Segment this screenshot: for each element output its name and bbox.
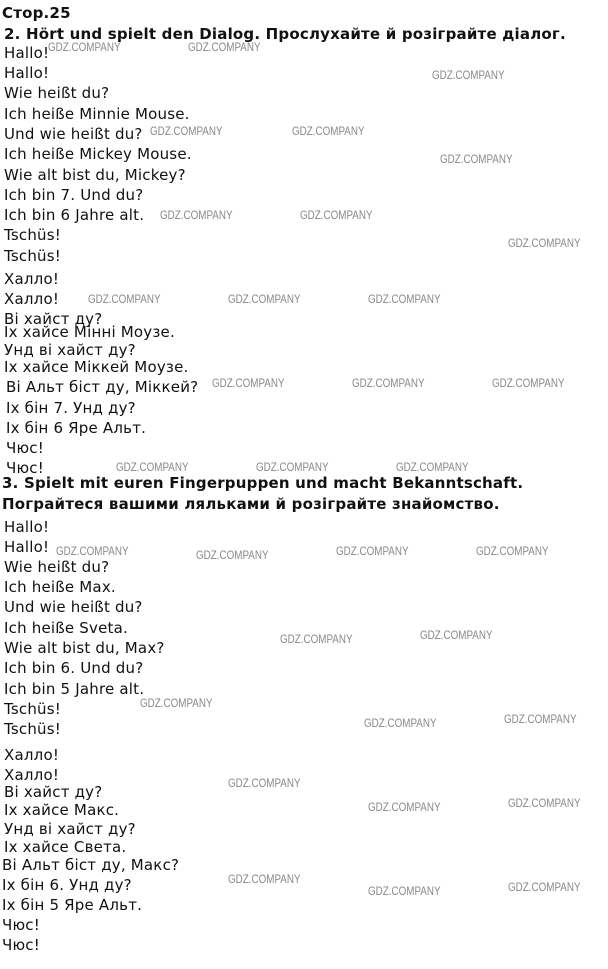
task2-line: Іх хайсе Міккей Моузе.	[4, 358, 189, 376]
task2-line: Ві хайст ду?	[4, 310, 103, 328]
task2-line: Hallo!	[4, 44, 50, 62]
task3-line: Халло!	[4, 766, 60, 784]
task2-line: Hallo!	[4, 64, 50, 82]
watermark: GDZ.COMPANY	[160, 208, 233, 222]
page-label: Стор.25	[2, 4, 71, 22]
watermark: GDZ.COMPANY	[228, 872, 301, 886]
task3-line: Іх хайсе Света.	[4, 838, 127, 856]
watermark: GDZ.COMPANY	[228, 292, 301, 306]
task3-line: Wie alt bist du, Max?	[4, 639, 165, 657]
task3-line: Іх бін 6. Унд ду?	[2, 876, 132, 894]
task2-line: Tschüs!	[4, 247, 61, 265]
task2-line: Ich heiße Minnie Mouse.	[4, 105, 190, 123]
watermark: GDZ.COMPANY	[364, 716, 437, 730]
watermark: GDZ.COMPANY	[188, 40, 261, 54]
task3-line: Ich bin 6. Und du?	[4, 659, 144, 677]
task2-line: Ich heiße Mickey Mouse.	[4, 145, 192, 163]
watermark: GDZ.COMPANY	[88, 292, 161, 306]
watermark: GDZ.COMPANY	[48, 40, 121, 54]
task3-line: Ві хайст ду?	[4, 783, 103, 801]
task2-line: Іх хайсе Мінні Моузе.	[4, 323, 175, 341]
task2-line: Іх бін 7. Унд ду?	[6, 399, 136, 417]
watermark: GDZ.COMPANY	[140, 696, 213, 710]
watermark: GDZ.COMPANY	[508, 880, 581, 894]
watermark: GDZ.COMPANY	[504, 712, 577, 726]
task3-line: Ich heiße Max.	[4, 578, 116, 596]
task2-line: Чюс!	[6, 459, 44, 477]
task2-title: 2. Hört und spielt den Dialog. Прослухайте й розіграйте діалог.	[4, 25, 566, 43]
watermark: GDZ.COMPANY	[368, 292, 441, 306]
task3-title-german: 3. Spielt mit euren Fingerpuppen und macht Bekanntschaft.	[2, 474, 524, 492]
task2-line: Халло!	[4, 270, 60, 288]
watermark: GDZ.COMPANY	[368, 884, 441, 898]
task3-line: Чюс!	[2, 916, 40, 934]
task3-line: Ich bin 5 Jahre alt.	[4, 680, 145, 698]
task3-line: Ich heiße Sveta.	[4, 619, 128, 637]
task3-line: Wie heißt du?	[4, 558, 110, 576]
task2-line: Und wie heißt du?	[4, 125, 143, 143]
task2-line: Іх бін 6 Яре Альт.	[6, 419, 147, 437]
watermark: GDZ.COMPANY	[432, 68, 505, 82]
task2-line: Халло!	[4, 290, 60, 308]
watermark: GDZ.COMPANY	[420, 628, 493, 642]
task2-line: Wie alt bist du, Mickey?	[4, 166, 186, 184]
watermark: GDZ.COMPANY	[336, 544, 409, 558]
task2-line: Tschüs!	[4, 226, 61, 244]
task3-line: Ві Альт біст ду, Макс?	[2, 856, 180, 874]
watermark: GDZ.COMPANY	[228, 776, 301, 790]
task3-line: Іх хайсе Макс.	[4, 801, 120, 819]
watermark: GDZ.COMPANY	[56, 544, 129, 558]
task3-line: Іх бін 5 Яре Альт.	[2, 896, 143, 914]
task3-line: Hallo!	[4, 538, 50, 556]
watermark: GDZ.COMPANY	[212, 376, 285, 390]
task3-title-ukrainian: Пограйтеся вашими ляльками й розіграйте знайомство.	[2, 495, 500, 513]
watermark: GDZ.COMPANY	[476, 544, 549, 558]
watermark: GDZ.COMPANY	[116, 460, 189, 474]
task3-line: Чюс!	[2, 936, 40, 954]
watermark: GDZ.COMPANY	[280, 632, 353, 646]
watermark: GDZ.COMPANY	[508, 796, 581, 810]
watermark: GDZ.COMPANY	[352, 376, 425, 390]
task3-line: Унд ві хайст ду?	[4, 820, 136, 838]
task2-line: Чюс!	[6, 439, 44, 457]
task3-line: Tschüs!	[4, 700, 61, 718]
task2-line: Ich bin 7. Und du?	[4, 186, 144, 204]
task3-line: Tschüs!	[4, 720, 61, 738]
watermark: GDZ.COMPANY	[196, 548, 269, 562]
task2-line: Унд ві хайст ду?	[4, 341, 136, 359]
watermark: GDZ.COMPANY	[256, 460, 329, 474]
task2-line: Ich bin 6 Jahre alt.	[4, 206, 145, 224]
task3-line: Халло!	[4, 746, 60, 764]
watermark: GDZ.COMPANY	[368, 800, 441, 814]
watermark: GDZ.COMPANY	[150, 124, 223, 138]
task2-line: Ві Альт біст ду, Міккей?	[6, 378, 199, 396]
task2-line: Wie heißt du?	[4, 84, 110, 102]
task3-line: Und wie heißt du?	[4, 598, 143, 616]
watermark: GDZ.COMPANY	[292, 124, 365, 138]
watermark: GDZ.COMPANY	[396, 460, 469, 474]
watermark: GDZ.COMPANY	[440, 152, 513, 166]
watermark: GDZ.COMPANY	[492, 376, 565, 390]
task3-line: Hallo!	[4, 518, 50, 536]
watermark: GDZ.COMPANY	[508, 236, 581, 250]
watermark: GDZ.COMPANY	[300, 208, 373, 222]
